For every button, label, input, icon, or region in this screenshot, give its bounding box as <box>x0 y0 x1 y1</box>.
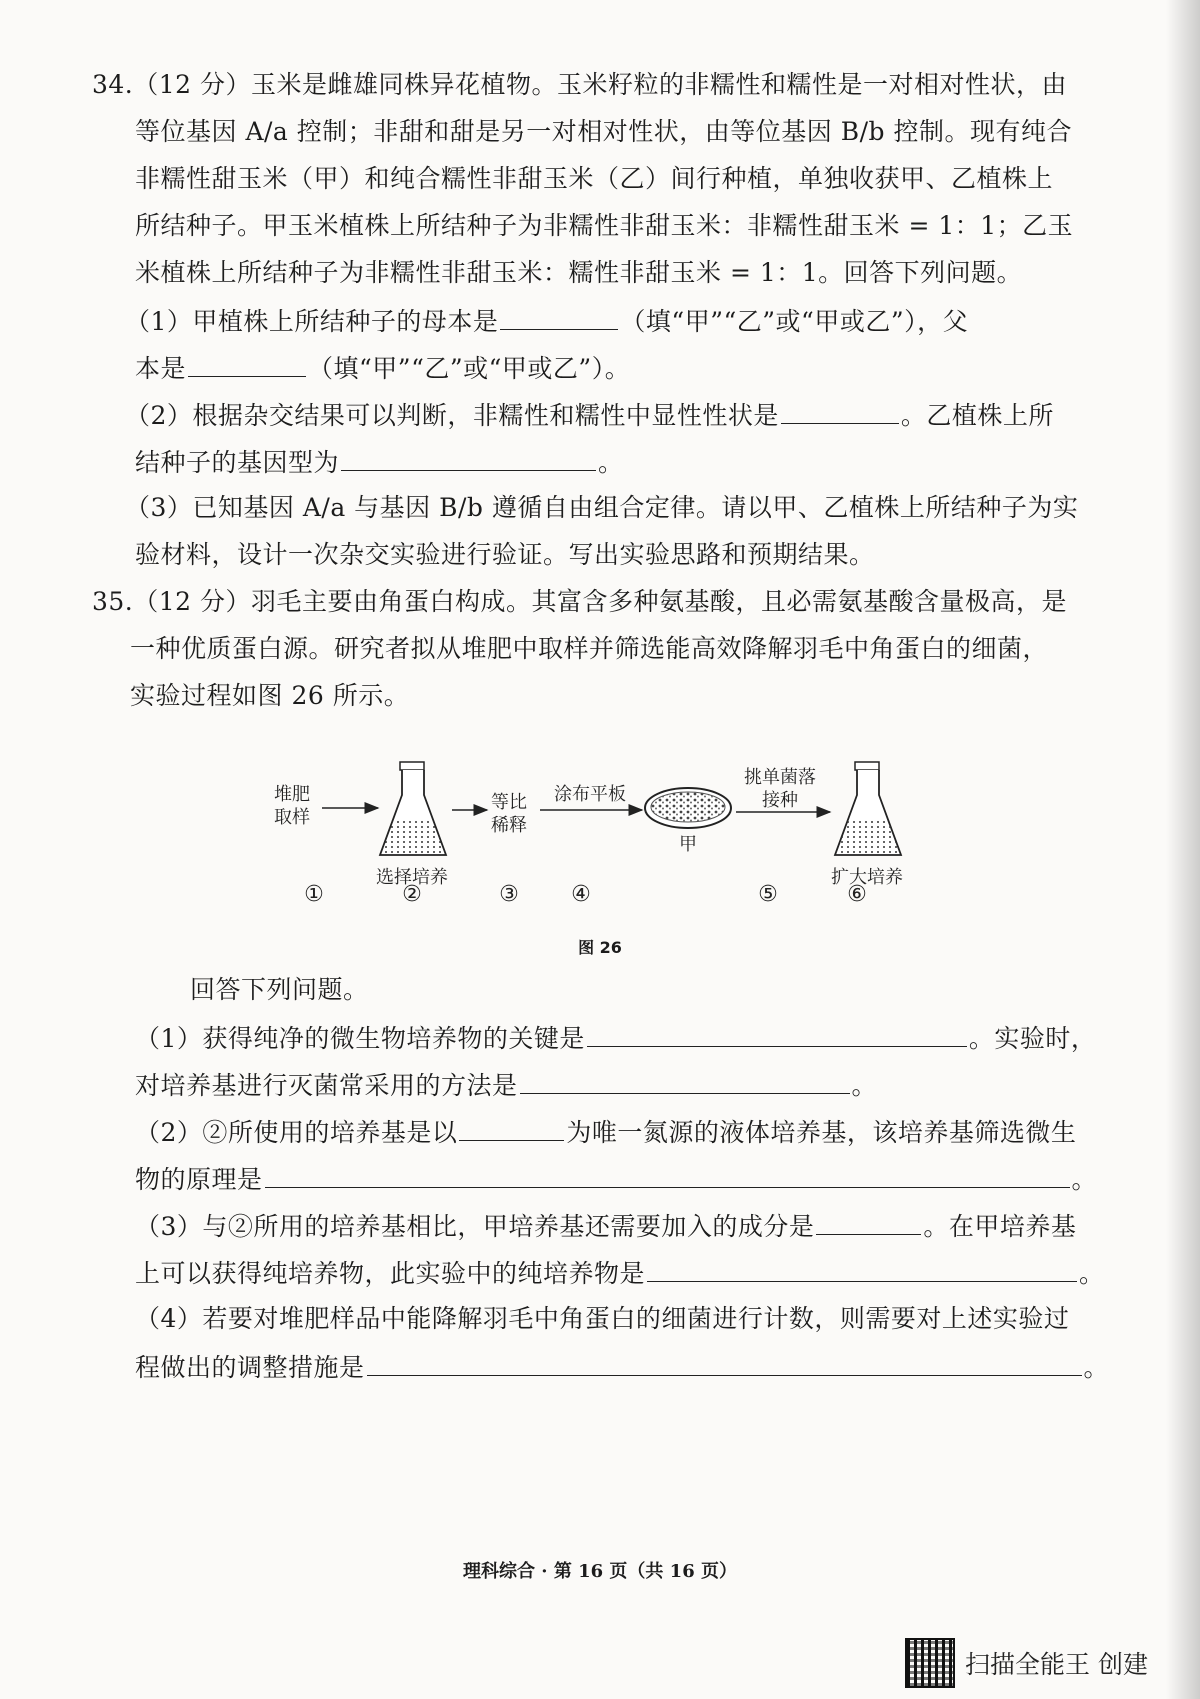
qr-code-icon <box>905 1638 955 1688</box>
q35-p3-text-b: 。在甲培养基 <box>923 1212 1077 1241</box>
q35-part3-line2 <box>135 1257 1105 1289</box>
q35-p1-text-c: 对培养基进行灭菌常采用的方法是 <box>135 1071 518 1100</box>
q35-part2-line2 <box>135 1163 1097 1195</box>
q35-part4-line1: （4）若要对堆肥样品中能降解羽毛中角蛋白的细菌进行计数，则需要对上述实验过 <box>135 1304 1070 1333</box>
q35-part2-line1 <box>135 1116 1076 1148</box>
step-number-2: ② <box>402 882 422 907</box>
answer-blank[interactable] <box>265 1163 1070 1188</box>
scan-edge-shadow <box>1166 0 1200 1699</box>
label-plate-jia: 甲 <box>679 834 697 855</box>
q35-p3-text-c: 上可以获得纯培养物，此实验中的纯培养物是 <box>135 1259 646 1288</box>
label-pick-colony: 挑单菌落 <box>744 767 816 788</box>
label-sampling: 取样 <box>274 807 310 828</box>
label-inoculate: 接种 <box>762 790 798 811</box>
q34-line-4: 所结种子。甲玉米植株上所结种子为非糯性非甜玉米：非糯性甜玉米 = 1：1；乙玉 <box>135 211 1074 240</box>
answer-blank[interactable] <box>587 1022 967 1047</box>
step-number-6: ⑥ <box>847 882 867 907</box>
q35-part4-line2 <box>135 1351 1109 1383</box>
q35-p2-text-c: 物的原理是 <box>135 1165 263 1194</box>
q35-part3-line1 <box>135 1210 1076 1242</box>
q34-part3-line1: （3）已知基因 A/a 与基因 B/b 遵循自由组合定律。请以甲、乙植株上所结种子为实 <box>125 493 1079 522</box>
q34-line-3: 非糯性甜玉米（甲）和纯合糯性非甜玉米（乙）间行种植，单独收获甲、乙植株上 <box>135 164 1054 193</box>
answer-blank[interactable] <box>647 1257 1077 1282</box>
answer-blank[interactable] <box>816 1210 921 1235</box>
label-ratio: 等比 <box>491 792 527 813</box>
q34-p2-text-d: 。 <box>598 448 624 477</box>
q34-line-5: 米植株上所结种子为非糯性非甜玉米：糯性非甜玉米 = 1：1。回答下列问题。 <box>135 258 1023 287</box>
q35-line-1: 35.（12 分）羽毛主要由角蛋白构成。其富含多种氨基酸，且必需氨基酸含量极高，是 <box>92 587 1068 616</box>
q35-p3-text-d: 。 <box>1079 1259 1105 1288</box>
scanner-watermark <box>905 1638 1148 1688</box>
q35-intro: 回答下列问题。 <box>190 975 369 1004</box>
step-number-5: ⑤ <box>758 882 778 907</box>
q34-line-2: 等位基因 A/a 控制；非甜和甜是另一对相对性状，由等位基因 B/b 控制。现有纯合 <box>135 117 1072 146</box>
watermark-text: 扫描全能王 创建 <box>965 1650 1148 1679</box>
label-dilution: 稀释 <box>491 815 527 836</box>
q34-p1-text-c: 本是 <box>135 354 187 383</box>
label-compost: 堆肥 <box>274 784 310 805</box>
figure-caption: 图 26 <box>578 938 622 957</box>
q35-part1-line1 <box>135 1022 1096 1054</box>
q34-p2-text-a: （2）根据杂交结果可以判断，非糯性和糯性中显性性状是 <box>125 401 779 430</box>
q34-p1-text-d: （填“甲”“乙”或“甲或乙”）。 <box>308 354 631 383</box>
step-number-4: ④ <box>571 882 591 907</box>
q35-part1-line2 <box>135 1069 877 1101</box>
answer-blank[interactable] <box>459 1116 564 1141</box>
step-number-3: ③ <box>499 882 519 907</box>
page-footer: 理科综合 · 第 16 页（共 16 页） <box>463 1561 737 1582</box>
q34-p1-text-b: （填“甲”“乙”或“甲或乙”），父 <box>620 307 969 336</box>
q35-p2-text-a: （2）②所使用的培养基是以 <box>135 1118 458 1147</box>
step-number-1: ① <box>304 882 324 907</box>
q34-part3-line2: 验材料，设计一次杂交实验进行验证。写出实验思路和预期结果。 <box>135 540 875 569</box>
q35-line-3: 实验过程如图 26 所示。 <box>130 681 410 710</box>
petri-dish-icon <box>645 788 731 828</box>
q35-p2-text-d: 。 <box>1071 1165 1098 1194</box>
q35-p1-text-b: 。实验时， <box>968 1024 1097 1053</box>
label-spread-plate: 涂布平板 <box>554 784 626 805</box>
flask-icon <box>835 762 901 855</box>
q35-p1-text-d: 。 <box>851 1071 878 1100</box>
answer-blank[interactable] <box>367 1351 1082 1376</box>
q35-line-2: 一种优质蛋白源。研究者拟从堆肥中取样并筛选能高效降解羽毛中角蛋白的细菌， <box>130 634 1049 663</box>
label-selective-culture: 选择培养 <box>376 867 448 888</box>
q34-p2-text-c: 结种子的基因型为 <box>135 448 340 477</box>
q35-p3-text-a: （3）与②所用的培养基相比，甲培养基还需要加入的成分是 <box>135 1212 815 1241</box>
answer-blank[interactable] <box>520 1069 850 1094</box>
q35-p1-text-a: （1）获得纯净的微生物培养物的关键是 <box>135 1024 585 1053</box>
q34-line-1: 34.（12 分）玉米是雌雄同株异花植物。玉米籽粒的非糯性和糯性是一对相对性状，由 <box>92 70 1068 99</box>
q34-p2-text-b: 。乙植株上所 <box>900 401 1054 430</box>
q34-p1-text-a: （1）甲植株上所结种子的母本是 <box>125 307 499 336</box>
q35-p4-text-b: 程做出的调整措施是 <box>135 1353 365 1382</box>
flask-icon <box>380 762 446 855</box>
q35-p2-text-b: 为唯一氮源的液体培养基，该培养基筛选微生 <box>566 1118 1077 1147</box>
q35-p4-text-c: 。 <box>1083 1353 1110 1382</box>
label-scale-up-culture: 扩大培养 <box>831 867 903 888</box>
